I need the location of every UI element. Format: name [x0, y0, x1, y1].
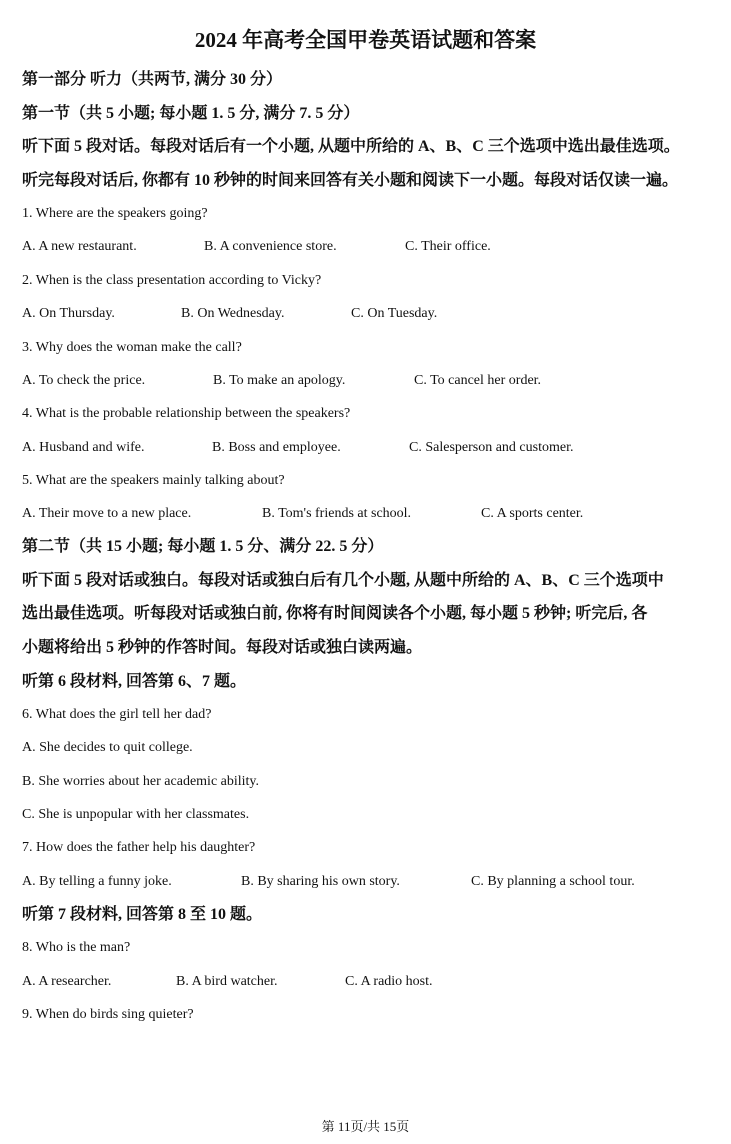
- option-a: A. A new restaurant.: [22, 239, 137, 254]
- material-heading: 听第 6 段材料, 回答第 6、7 题。: [22, 673, 247, 690]
- option-b: B. By sharing his own story.: [241, 874, 400, 889]
- option-c: C. Their office.: [405, 239, 491, 254]
- section2-instruction-line: 听下面 5 段对话或独白。每段对话或独白后有几个小题, 从题中所给的 A、B、C 三个选项中: [22, 572, 664, 589]
- option-a: A. On Thursday.: [22, 306, 115, 321]
- option-c: C. On Tuesday.: [351, 306, 438, 321]
- option-c: C. To cancel her order.: [414, 373, 542, 388]
- option-c: C. A radio host.: [345, 974, 433, 989]
- option-b: B. On Wednesday.: [181, 306, 285, 321]
- option-a: A. By telling a funny joke.: [22, 874, 172, 889]
- option-b: B. Boss and employee.: [212, 440, 341, 455]
- page-footer: 第 11页/共 15页: [321, 1119, 410, 1134]
- section2-instruction-line: 小题将给出 5 秒钟的作答时间。每段对话或独白读两遍。: [22, 639, 423, 656]
- part1-heading: 第一部分 听力（共两节, 满分 30 分）: [22, 71, 283, 88]
- option-c: C. She is unpopular with her classmates.: [22, 807, 250, 822]
- option-c: C. Salesperson and customer.: [409, 440, 574, 455]
- section2-instruction-line: 选出最佳选项。听每段对话或独白前, 你将有时间阅读各个小题, 每小题 5 秒钟; 听完后, 各: [22, 605, 648, 622]
- option-a: A. She decides to quit college.: [22, 740, 193, 755]
- option-b: B. A convenience store.: [204, 239, 337, 254]
- question-stem: 1. Where are the speakers going?: [22, 206, 208, 221]
- question-stem: 7. How does the father help his daughter?: [22, 840, 256, 855]
- page-title: 2024 年高考全国甲卷英语试题和答案: [194, 28, 537, 52]
- question-stem: 8. Who is the man?: [22, 940, 131, 955]
- option-a: A. Their move to a new place.: [22, 506, 192, 521]
- question-stem: 3. Why does the woman make the call?: [22, 340, 242, 355]
- option-a: A. A researcher.: [22, 974, 112, 989]
- option-b: B. A bird watcher.: [176, 974, 278, 989]
- option-b: B. Tom's friends at school.: [262, 506, 412, 521]
- option-b: B. She worries about her academic ability.: [22, 774, 260, 789]
- question-stem: 4. What is the probable relationship between the speakers?: [22, 406, 351, 421]
- question-stem: 2. When is the class presentation according to Vicky?: [22, 273, 322, 288]
- section1-instruction-line: 听完每段对话后, 你都有 10 秒钟的时间来回答有关小题和阅读下一小题。每段对话仅读一遍。: [22, 172, 679, 189]
- option-c: C. A sports center.: [481, 506, 584, 521]
- question-stem: 6. What does the girl tell her dad?: [22, 707, 212, 722]
- section2-heading: 第二节（共 15 小题; 每小题 1. 5 分、满分 22. 5 分）: [22, 538, 384, 555]
- option-c: C. By planning a school tour.: [471, 874, 635, 889]
- section1-heading: 第一节（共 5 小题; 每小题 1. 5 分, 满分 7. 5 分）: [22, 105, 360, 122]
- section1-instruction-line: 听下面 5 段对话。每段对话后有一个小题, 从题中所给的 A、B、C 三个选项中选出最佳选项。: [22, 138, 680, 155]
- question-stem: 5. What are the speakers mainly talking about?: [22, 473, 285, 488]
- option-a: A. To check the price.: [22, 373, 146, 388]
- material-heading: 听第 7 段材料, 回答第 8 至 10 题。: [22, 906, 263, 923]
- option-a: A. Husband and wife.: [22, 440, 145, 455]
- option-b: B. To make an apology.: [213, 373, 346, 388]
- question-stem: 9. When do birds sing quieter?: [22, 1007, 194, 1022]
